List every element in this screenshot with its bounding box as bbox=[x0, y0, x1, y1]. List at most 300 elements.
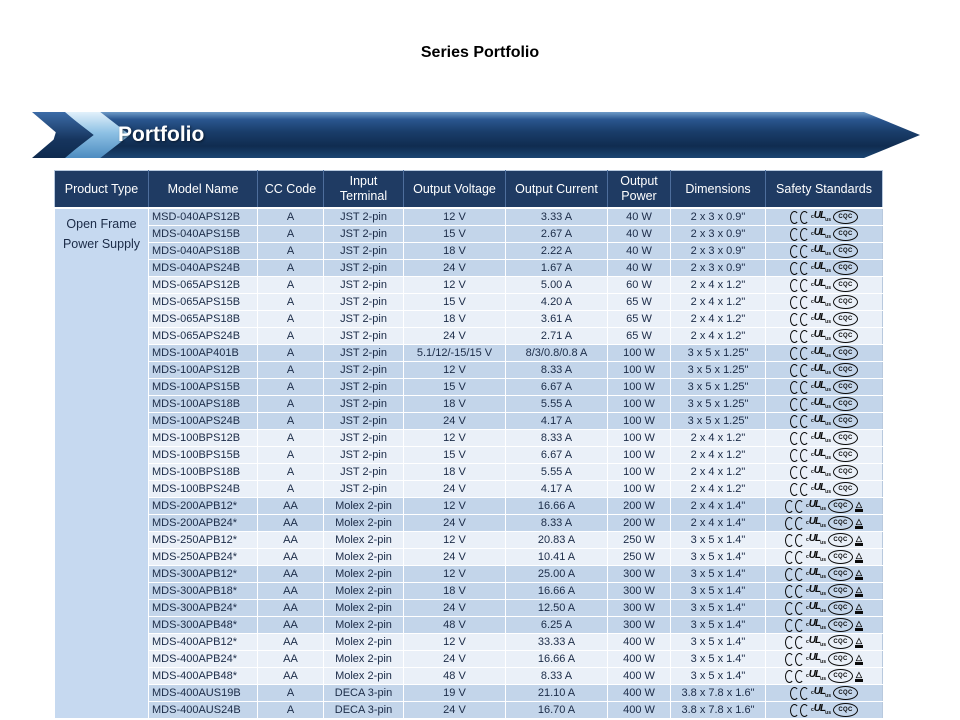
current-cell: 4.20 A bbox=[506, 294, 608, 311]
cc-cell: A bbox=[258, 226, 324, 243]
voltage-cell: 15 V bbox=[404, 447, 506, 464]
current-cell: 8.33 A bbox=[506, 362, 608, 379]
safety-standards-cell bbox=[766, 634, 883, 651]
cqc-mark-icon: CQC bbox=[828, 584, 853, 598]
dims-cell: 2 x 3 x 0.9" bbox=[671, 208, 766, 226]
voltage-cell: 18 V bbox=[404, 464, 506, 481]
current-cell: 8/3/0.8/0.8 A bbox=[506, 345, 608, 362]
cul-us-mark-icon: c UL us bbox=[806, 550, 826, 563]
cqc-mark-icon: CQC bbox=[828, 652, 853, 666]
current-cell: 4.17 A bbox=[506, 413, 608, 430]
current-cell: 1.67 A bbox=[506, 260, 608, 277]
cc-cell: AA bbox=[258, 634, 324, 651]
cqc-mark-icon: CQC bbox=[833, 686, 858, 700]
terminal-cell: JST 2-pin bbox=[324, 413, 404, 430]
cqc-mark-icon: CQC bbox=[833, 431, 858, 445]
cc-cell: AA bbox=[258, 668, 324, 685]
voltage-cell: 24 V bbox=[404, 651, 506, 668]
power-cell: 100 W bbox=[608, 447, 671, 464]
terminal-cell: JST 2-pin bbox=[324, 277, 404, 294]
terminal-cell: Molex 2-pin bbox=[324, 617, 404, 634]
model-cell: MDS-040APS15B bbox=[149, 226, 258, 243]
cc-cell: A bbox=[258, 311, 324, 328]
table-row bbox=[55, 208, 883, 226]
table-row bbox=[55, 668, 883, 685]
cqc-mark-icon: CQC bbox=[833, 312, 858, 326]
safety-standards-cell bbox=[766, 464, 883, 481]
dims-cell: 2 x 4 x 1.2" bbox=[671, 481, 766, 498]
triangle-cert-mark-icon: △ bbox=[855, 535, 863, 546]
terminal-cell: JST 2-pin bbox=[324, 379, 404, 396]
model-cell: MDS-040APS24B bbox=[149, 260, 258, 277]
current-cell: 5.00 A bbox=[506, 277, 608, 294]
table-row bbox=[55, 277, 883, 294]
safety-standards-cell bbox=[766, 413, 883, 430]
voltage-cell: 12 V bbox=[404, 277, 506, 294]
cc-cell: AA bbox=[258, 515, 324, 532]
power-cell: 200 W bbox=[608, 515, 671, 532]
power-cell: 400 W bbox=[608, 702, 671, 719]
column-header: Safety Standards bbox=[766, 171, 883, 209]
model-cell: MDS-100BPS12B bbox=[149, 430, 258, 447]
terminal-cell: Molex 2-pin bbox=[324, 600, 404, 617]
power-cell: 65 W bbox=[608, 294, 671, 311]
cqc-mark-icon: CQC bbox=[833, 210, 858, 224]
cc-cell: AA bbox=[258, 532, 324, 549]
model-cell: MDS-200APB24* bbox=[149, 515, 258, 532]
cc-cell: AA bbox=[258, 600, 324, 617]
header-row bbox=[55, 171, 883, 209]
table-row bbox=[55, 294, 883, 311]
dims-cell: 3 x 5 x 1.4" bbox=[671, 651, 766, 668]
ce-mark-icon bbox=[790, 432, 809, 445]
cqc-mark-icon: CQC bbox=[833, 295, 858, 309]
triangle-cert-mark-icon: △ bbox=[855, 586, 863, 597]
table-row bbox=[55, 600, 883, 617]
cc-cell: A bbox=[258, 294, 324, 311]
voltage-cell: 12 V bbox=[404, 634, 506, 651]
terminal-cell: JST 2-pin bbox=[324, 362, 404, 379]
current-cell: 10.41 A bbox=[506, 549, 608, 566]
table-row bbox=[55, 379, 883, 396]
ce-mark-icon bbox=[785, 670, 804, 683]
table-row bbox=[55, 396, 883, 413]
ce-mark-icon bbox=[790, 449, 809, 462]
safety-standards-cell bbox=[766, 566, 883, 583]
power-cell: 65 W bbox=[608, 328, 671, 345]
table-row bbox=[55, 651, 883, 668]
safety-standards-cell bbox=[766, 328, 883, 345]
safety-standards-cell bbox=[766, 617, 883, 634]
cqc-mark-icon: CQC bbox=[828, 601, 853, 615]
terminal-cell: JST 2-pin bbox=[324, 328, 404, 345]
dims-cell: 3 x 5 x 1.25" bbox=[671, 379, 766, 396]
terminal-cell: DECA 3-pin bbox=[324, 702, 404, 719]
table-row bbox=[55, 515, 883, 532]
safety-standards-cell bbox=[766, 702, 883, 719]
model-cell: MDS-400AUS24B bbox=[149, 702, 258, 719]
current-cell: 8.33 A bbox=[506, 430, 608, 447]
table-row bbox=[55, 260, 883, 277]
cc-cell: A bbox=[258, 447, 324, 464]
cc-cell: A bbox=[258, 685, 324, 702]
cc-cell: A bbox=[258, 260, 324, 277]
ce-mark-icon bbox=[785, 636, 804, 649]
cc-cell: A bbox=[258, 430, 324, 447]
triangle-cert-mark-icon: △ bbox=[855, 569, 863, 580]
voltage-cell: 15 V bbox=[404, 226, 506, 243]
ce-mark-icon bbox=[790, 687, 809, 700]
power-cell: 40 W bbox=[608, 260, 671, 277]
safety-standards-cell bbox=[766, 311, 883, 328]
terminal-cell: DECA 3-pin bbox=[324, 685, 404, 702]
current-cell: 21.10 A bbox=[506, 685, 608, 702]
cul-us-mark-icon: c UL us bbox=[811, 397, 831, 410]
ce-mark-icon bbox=[785, 619, 804, 632]
cul-us-mark-icon: c UL us bbox=[806, 601, 826, 614]
model-cell: MDS-100BPS15B bbox=[149, 447, 258, 464]
model-cell: MDS-300APB24* bbox=[149, 600, 258, 617]
model-cell: MDS-100BPS18B bbox=[149, 464, 258, 481]
table-row bbox=[55, 583, 883, 600]
banner-label: Portfolio bbox=[118, 123, 205, 146]
model-cell: MDS-065APS18B bbox=[149, 311, 258, 328]
triangle-cert-mark-icon: △ bbox=[855, 620, 863, 631]
cqc-mark-icon: CQC bbox=[833, 397, 858, 411]
cul-us-mark-icon: c UL us bbox=[806, 618, 826, 631]
voltage-cell: 12 V bbox=[404, 430, 506, 447]
dims-cell: 2 x 4 x 1.2" bbox=[671, 464, 766, 481]
voltage-cell: 24 V bbox=[404, 515, 506, 532]
terminal-cell: JST 2-pin bbox=[324, 447, 404, 464]
ce-mark-icon bbox=[790, 228, 809, 241]
voltage-cell: 19 V bbox=[404, 685, 506, 702]
safety-standards-cell bbox=[766, 583, 883, 600]
power-cell: 40 W bbox=[608, 226, 671, 243]
model-cell: MDS-100AP401B bbox=[149, 345, 258, 362]
power-cell: 200 W bbox=[608, 498, 671, 515]
model-cell: MDS-250APB12* bbox=[149, 532, 258, 549]
terminal-cell: JST 2-pin bbox=[324, 226, 404, 243]
cul-us-mark-icon: c UL us bbox=[811, 210, 831, 223]
cqc-mark-icon: CQC bbox=[828, 635, 853, 649]
power-cell: 100 W bbox=[608, 481, 671, 498]
voltage-cell: 12 V bbox=[404, 532, 506, 549]
cc-cell: A bbox=[258, 413, 324, 430]
cul-us-mark-icon: c UL us bbox=[811, 414, 831, 427]
table-row bbox=[55, 498, 883, 515]
table-row bbox=[55, 532, 883, 549]
dims-cell: 2 x 4 x 1.2" bbox=[671, 328, 766, 345]
terminal-cell: Molex 2-pin bbox=[324, 515, 404, 532]
cc-cell: A bbox=[258, 702, 324, 719]
ce-mark-icon bbox=[790, 415, 809, 428]
current-cell: 8.33 A bbox=[506, 668, 608, 685]
ce-mark-icon bbox=[785, 551, 804, 564]
dims-cell: 3 x 5 x 1.4" bbox=[671, 549, 766, 566]
dims-cell: 3 x 5 x 1.4" bbox=[671, 668, 766, 685]
cul-us-mark-icon: c UL us bbox=[811, 312, 831, 325]
ce-mark-icon bbox=[790, 466, 809, 479]
cc-cell: A bbox=[258, 362, 324, 379]
ce-mark-icon bbox=[790, 313, 809, 326]
model-cell: MDS-065APS24B bbox=[149, 328, 258, 345]
triangle-cert-mark-icon: △ bbox=[855, 518, 863, 529]
model-cell: MSD-040APS12B bbox=[149, 208, 258, 226]
cul-us-mark-icon: c UL us bbox=[806, 669, 826, 682]
table-row bbox=[55, 243, 883, 260]
cul-us-mark-icon: c UL us bbox=[806, 499, 826, 512]
cqc-mark-icon: CQC bbox=[828, 618, 853, 632]
power-cell: 250 W bbox=[608, 532, 671, 549]
voltage-cell: 12 V bbox=[404, 566, 506, 583]
cqc-mark-icon: CQC bbox=[833, 380, 858, 394]
column-header: Model Name bbox=[149, 171, 258, 209]
power-cell: 40 W bbox=[608, 208, 671, 226]
triangle-cert-mark-icon: △ bbox=[855, 671, 863, 682]
terminal-cell: JST 2-pin bbox=[324, 396, 404, 413]
terminal-cell: JST 2-pin bbox=[324, 464, 404, 481]
current-cell: 5.55 A bbox=[506, 396, 608, 413]
safety-standards-cell bbox=[766, 345, 883, 362]
current-cell: 16.66 A bbox=[506, 583, 608, 600]
cc-cell: A bbox=[258, 379, 324, 396]
ce-mark-icon bbox=[790, 483, 809, 496]
voltage-cell: 12 V bbox=[404, 208, 506, 226]
cul-us-mark-icon: c UL us bbox=[811, 703, 831, 716]
power-cell: 400 W bbox=[608, 668, 671, 685]
cul-us-mark-icon: c UL us bbox=[806, 652, 826, 665]
ce-mark-icon bbox=[790, 347, 809, 360]
table-row bbox=[55, 702, 883, 719]
power-cell: 400 W bbox=[608, 634, 671, 651]
cqc-mark-icon: CQC bbox=[828, 567, 853, 581]
current-cell: 3.61 A bbox=[506, 311, 608, 328]
cc-cell: AA bbox=[258, 498, 324, 515]
current-cell: 2.22 A bbox=[506, 243, 608, 260]
cul-us-mark-icon: c UL us bbox=[811, 363, 831, 376]
cqc-mark-icon: CQC bbox=[828, 516, 853, 530]
voltage-cell: 24 V bbox=[404, 328, 506, 345]
safety-standards-cell bbox=[766, 260, 883, 277]
cul-us-mark-icon: c UL us bbox=[811, 329, 831, 342]
cc-cell: A bbox=[258, 345, 324, 362]
model-cell: MDS-100BPS24B bbox=[149, 481, 258, 498]
safety-standards-cell bbox=[766, 447, 883, 464]
dims-cell: 2 x 3 x 0.9" bbox=[671, 243, 766, 260]
dims-cell: 2 x 4 x 1.2" bbox=[671, 277, 766, 294]
cul-us-mark-icon: c UL us bbox=[806, 516, 826, 529]
power-cell: 400 W bbox=[608, 685, 671, 702]
model-cell: MDS-400APB12* bbox=[149, 634, 258, 651]
model-cell: MDS-400AUS19B bbox=[149, 685, 258, 702]
power-cell: 300 W bbox=[608, 566, 671, 583]
cul-us-mark-icon: c UL us bbox=[806, 533, 826, 546]
cc-cell: AA bbox=[258, 549, 324, 566]
cul-us-mark-icon: c UL us bbox=[811, 448, 831, 461]
cqc-mark-icon: CQC bbox=[828, 669, 853, 683]
cc-cell: A bbox=[258, 396, 324, 413]
model-cell: MDS-040APS18B bbox=[149, 243, 258, 260]
model-cell: MDS-250APB24* bbox=[149, 549, 258, 566]
safety-standards-cell bbox=[766, 498, 883, 515]
cul-us-mark-icon: c UL us bbox=[811, 686, 831, 699]
safety-standards-cell bbox=[766, 362, 883, 379]
column-header: Dimensions bbox=[671, 171, 766, 209]
current-cell: 12.50 A bbox=[506, 600, 608, 617]
dims-cell: 2 x 4 x 1.2" bbox=[671, 447, 766, 464]
voltage-cell: 18 V bbox=[404, 396, 506, 413]
ce-mark-icon bbox=[785, 585, 804, 598]
cqc-mark-icon: CQC bbox=[833, 278, 858, 292]
current-cell: 2.67 A bbox=[506, 226, 608, 243]
cc-cell: AA bbox=[258, 583, 324, 600]
power-cell: 40 W bbox=[608, 243, 671, 260]
column-header: Output Power bbox=[608, 171, 671, 209]
cc-cell: A bbox=[258, 208, 324, 226]
current-cell: 2.71 A bbox=[506, 328, 608, 345]
cul-us-mark-icon: c UL us bbox=[811, 261, 831, 274]
terminal-cell: Molex 2-pin bbox=[324, 634, 404, 651]
cc-cell: A bbox=[258, 464, 324, 481]
cc-cell: A bbox=[258, 328, 324, 345]
current-cell: 6.25 A bbox=[506, 617, 608, 634]
safety-standards-cell bbox=[766, 226, 883, 243]
model-cell: MDS-065APS15B bbox=[149, 294, 258, 311]
cqc-mark-icon: CQC bbox=[833, 363, 858, 377]
model-cell: MDS-100APS18B bbox=[149, 396, 258, 413]
dims-cell: 2 x 4 x 1.2" bbox=[671, 294, 766, 311]
voltage-cell: 48 V bbox=[404, 668, 506, 685]
cqc-mark-icon: CQC bbox=[833, 448, 858, 462]
ce-mark-icon bbox=[785, 602, 804, 615]
ce-mark-icon bbox=[790, 245, 809, 258]
ce-mark-icon bbox=[785, 534, 804, 547]
ce-mark-icon bbox=[790, 704, 809, 717]
safety-standards-cell bbox=[766, 481, 883, 498]
model-cell: MDS-100APS12B bbox=[149, 362, 258, 379]
table-row bbox=[55, 413, 883, 430]
safety-standards-cell bbox=[766, 651, 883, 668]
cul-us-mark-icon: c UL us bbox=[811, 244, 831, 257]
power-cell: 300 W bbox=[608, 600, 671, 617]
current-cell: 20.83 A bbox=[506, 532, 608, 549]
table-row bbox=[55, 464, 883, 481]
ce-mark-icon bbox=[790, 364, 809, 377]
safety-standards-cell bbox=[766, 549, 883, 566]
triangle-cert-mark-icon: △ bbox=[855, 637, 863, 648]
safety-standards-cell bbox=[766, 668, 883, 685]
terminal-cell: JST 2-pin bbox=[324, 481, 404, 498]
model-cell: MDS-400APB24* bbox=[149, 651, 258, 668]
dims-cell: 2 x 4 x 1.2" bbox=[671, 430, 766, 447]
power-cell: 300 W bbox=[608, 583, 671, 600]
safety-standards-cell bbox=[766, 532, 883, 549]
table-row bbox=[55, 328, 883, 345]
power-cell: 100 W bbox=[608, 362, 671, 379]
terminal-cell: Molex 2-pin bbox=[324, 651, 404, 668]
cul-us-mark-icon: c UL us bbox=[811, 295, 831, 308]
safety-standards-cell bbox=[766, 430, 883, 447]
voltage-cell: 24 V bbox=[404, 549, 506, 566]
cc-cell: A bbox=[258, 481, 324, 498]
table-body bbox=[55, 208, 883, 719]
cqc-mark-icon: CQC bbox=[833, 227, 858, 241]
model-cell: MDS-200APB12* bbox=[149, 498, 258, 515]
cc-cell: AA bbox=[258, 617, 324, 634]
page-title: Series Portfolio bbox=[420, 44, 540, 61]
terminal-cell: Molex 2-pin bbox=[324, 566, 404, 583]
current-cell: 6.67 A bbox=[506, 447, 608, 464]
safety-standards-cell bbox=[766, 243, 883, 260]
table-row bbox=[55, 481, 883, 498]
cc-cell: AA bbox=[258, 566, 324, 583]
column-header: Output Current bbox=[506, 171, 608, 209]
power-cell: 100 W bbox=[608, 464, 671, 481]
voltage-cell: 48 V bbox=[404, 617, 506, 634]
terminal-cell: Molex 2-pin bbox=[324, 549, 404, 566]
ce-mark-icon bbox=[790, 211, 809, 224]
dims-cell: 3 x 5 x 1.25" bbox=[671, 413, 766, 430]
dims-cell: 3 x 5 x 1.4" bbox=[671, 566, 766, 583]
voltage-cell: 15 V bbox=[404, 294, 506, 311]
safety-standards-cell bbox=[766, 294, 883, 311]
cqc-mark-icon: CQC bbox=[833, 482, 858, 496]
dims-cell: 3 x 5 x 1.25" bbox=[671, 362, 766, 379]
safety-standards-cell bbox=[766, 379, 883, 396]
voltage-cell: 24 V bbox=[404, 600, 506, 617]
current-cell: 33.33 A bbox=[506, 634, 608, 651]
table-row bbox=[55, 311, 883, 328]
voltage-cell: 18 V bbox=[404, 583, 506, 600]
terminal-cell: JST 2-pin bbox=[324, 345, 404, 362]
voltage-cell: 24 V bbox=[404, 702, 506, 719]
cqc-mark-icon: CQC bbox=[833, 414, 858, 428]
voltage-cell: 18 V bbox=[404, 243, 506, 260]
cul-us-mark-icon: c UL us bbox=[811, 278, 831, 291]
terminal-cell: JST 2-pin bbox=[324, 311, 404, 328]
ce-mark-icon bbox=[790, 398, 809, 411]
power-cell: 100 W bbox=[608, 345, 671, 362]
model-cell: MDS-065APS12B bbox=[149, 277, 258, 294]
terminal-cell: JST 2-pin bbox=[324, 208, 404, 226]
cqc-mark-icon: CQC bbox=[833, 329, 858, 343]
cul-us-mark-icon: c UL us bbox=[806, 567, 826, 580]
dims-cell: 3 x 5 x 1.4" bbox=[671, 583, 766, 600]
current-cell: 3.33 A bbox=[506, 208, 608, 226]
cqc-mark-icon: CQC bbox=[833, 703, 858, 717]
cul-us-mark-icon: c UL us bbox=[811, 380, 831, 393]
column-header: Output Voltage bbox=[404, 171, 506, 209]
cc-cell: A bbox=[258, 243, 324, 260]
terminal-cell: Molex 2-pin bbox=[324, 668, 404, 685]
safety-standards-cell bbox=[766, 396, 883, 413]
power-cell: 100 W bbox=[608, 413, 671, 430]
power-cell: 60 W bbox=[608, 277, 671, 294]
terminal-cell: Molex 2-pin bbox=[324, 532, 404, 549]
current-cell: 25.00 A bbox=[506, 566, 608, 583]
portfolio-banner bbox=[36, 112, 920, 158]
table-row bbox=[55, 617, 883, 634]
cqc-mark-icon: CQC bbox=[833, 465, 858, 479]
power-cell: 100 W bbox=[608, 396, 671, 413]
cqc-mark-icon: CQC bbox=[828, 550, 853, 564]
power-cell: 250 W bbox=[608, 549, 671, 566]
ce-mark-icon bbox=[790, 296, 809, 309]
voltage-cell: 12 V bbox=[404, 362, 506, 379]
cc-cell: AA bbox=[258, 651, 324, 668]
power-cell: 65 W bbox=[608, 311, 671, 328]
